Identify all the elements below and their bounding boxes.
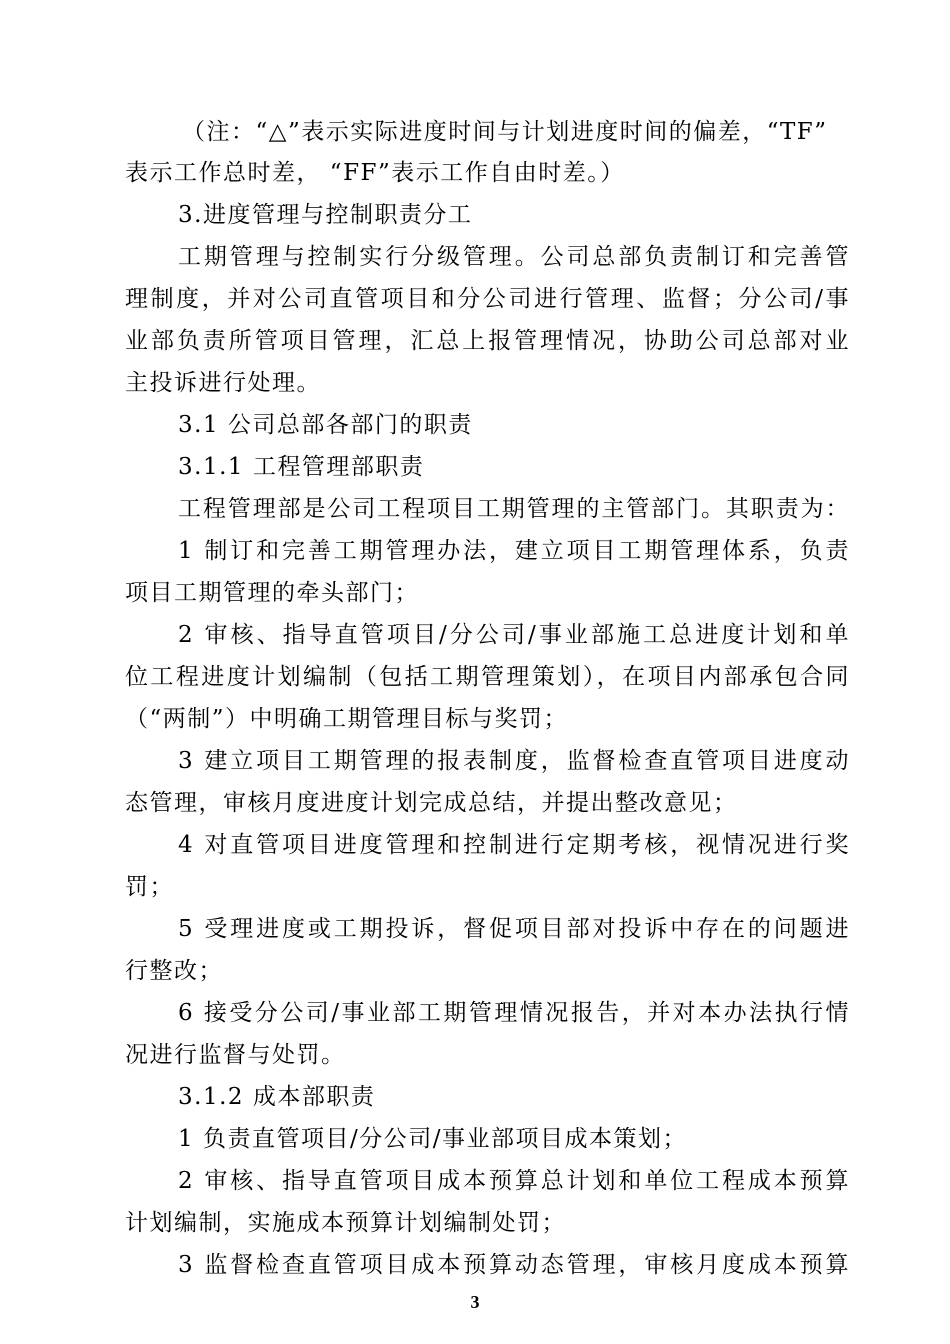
list-item-line: 计划编制，实施成本预算计划编制处罚；	[125, 1210, 566, 1236]
list-item-line: （“两制”）中明确工期管理目标与奖罚；	[125, 706, 569, 732]
paragraph-line: 工期管理与控制实行分级管理。公司总部负责制订和完善管	[178, 244, 850, 270]
section-heading-3-1-1: 3.1.1 工程管理部职责	[178, 454, 425, 480]
list-item-line: 1 负责直管项目/分公司/事业部项目成本策划；	[178, 1126, 687, 1152]
section-heading-3-1-2: 3.1.2 成本部职责	[178, 1084, 376, 1110]
list-item-line: 罚；	[125, 874, 174, 900]
paragraph-line: 工程管理部是公司工程项目工期管理的主管部门。其职责为：	[178, 496, 850, 522]
paragraph-line: 理制度，并对公司直管项目和分公司进行管理、监督；分公司/事	[125, 286, 850, 312]
list-item-line: 3 建立项目工期管理的报表制度，监督检查直管项目进度动	[178, 748, 850, 774]
list-item-line: 5 受理进度或工期投诉，督促项目部对投诉中存在的问题进	[178, 916, 850, 942]
paragraph-line: 业部负责所管项目管理，汇总上报管理情况，协助公司总部对业	[125, 328, 850, 354]
section-heading-3: 3.进度管理与控制职责分工	[178, 202, 473, 228]
list-item-line: 3 监督检查直管项目成本预算动态管理，审核月度成本预算	[178, 1252, 850, 1278]
list-item-line: 态管理，审核月度进度计划完成总结，并提出整改意见；	[125, 790, 738, 816]
list-item-line: 1 制订和完善工期管理办法，建立项目工期管理体系，负责	[178, 538, 850, 564]
paragraph-line: 主投诉进行处理。	[125, 370, 321, 396]
list-item-line: 6 接受分公司/事业部工期管理情况报告，并对本办法执行情	[178, 1000, 850, 1026]
list-item-line: 2 审核、指导直管项目/分公司/事业部施工总进度计划和单	[178, 622, 850, 648]
list-item-line: 项目工期管理的牵头部门；	[125, 580, 419, 606]
list-item-line: 况进行监督与处罚。	[125, 1042, 346, 1068]
list-item-line: 4 对直管项目进度管理和控制进行定期考核，视情况进行奖	[178, 832, 850, 858]
page-number: 3	[470, 1292, 480, 1312]
section-heading-3-1: 3.1 公司总部各部门的职责	[178, 412, 473, 438]
list-item-line: 位工程进度计划编制（包括工期管理策划），在项目内部承包合同	[125, 664, 850, 690]
note-line-2: 表示工作总时差， “FF”表示工作自由时差。）	[125, 160, 625, 186]
list-item-line: 行整改；	[125, 958, 223, 984]
list-item-line: 2 审核、指导直管项目成本预算总计划和单位工程成本预算	[178, 1168, 850, 1194]
note-line-1: （注：“△”表示实际进度时间与计划进度时间的偏差，“TF”	[182, 119, 828, 145]
